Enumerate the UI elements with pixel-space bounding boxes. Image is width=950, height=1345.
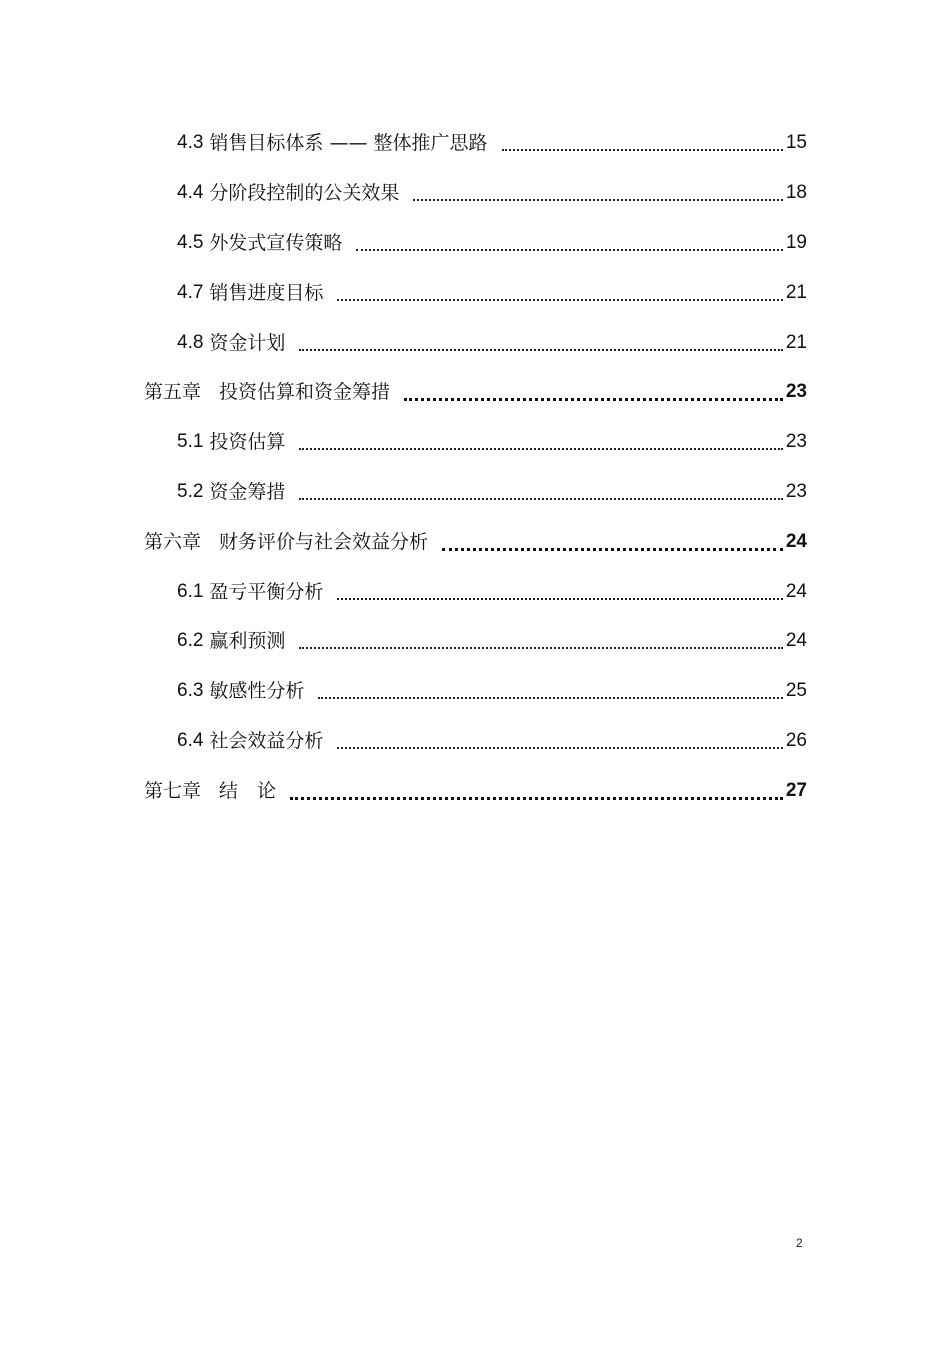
toc-entry-number: 5.2 [177, 481, 204, 502]
toc-chapter-title: 投资估算和资金筹措 [219, 381, 391, 403]
toc-chapter-page: 24 [785, 531, 807, 552]
toc-chapter-page: 27 [785, 780, 807, 801]
toc-chapter-title: 财务评价与社会效益分析 [219, 531, 429, 553]
toc-entry-title: 社会效益分析 [209, 730, 324, 752]
toc-entry-page: 18 [785, 182, 807, 203]
toc-entry[interactable] [177, 278, 807, 308]
dot-leader [337, 726, 783, 756]
toc-entry-page: 24 [785, 581, 807, 602]
toc-entry-page: 21 [785, 332, 807, 353]
toc-entry-number: 4.3 [177, 132, 204, 153]
toc-chapter-entry[interactable] [144, 527, 807, 557]
toc-entry-number: 5.1 [177, 431, 204, 452]
toc-entry[interactable] [177, 128, 807, 158]
dot-leader [299, 626, 783, 656]
toc-entry[interactable] [177, 477, 807, 507]
dot-leader [337, 278, 783, 308]
dot-leader [337, 577, 783, 607]
toc-entry[interactable] [177, 626, 807, 656]
toc-entry[interactable] [177, 178, 807, 208]
toc-entry-page: 26 [785, 730, 807, 751]
dot-leader [413, 178, 783, 208]
toc-entry-number: 4.8 [177, 332, 204, 353]
dot-leader [502, 128, 783, 158]
dot-leader [299, 328, 783, 358]
dot-leader [356, 228, 783, 258]
toc-entry-page: 21 [785, 282, 807, 303]
toc-entry-number: 4.5 [177, 232, 204, 253]
toc-entry-title: 销售进度目标 [209, 282, 324, 304]
toc-entry-page: 25 [785, 680, 807, 701]
toc-entry-title: 盈亏平衡分析 [209, 581, 324, 603]
toc-entry[interactable] [177, 577, 807, 607]
toc-entry-page: 15 [785, 132, 807, 153]
toc-entry-page: 19 [785, 232, 807, 253]
toc-entry-title: 赢利预测 [209, 630, 286, 652]
toc-entry-page: 23 [785, 431, 807, 452]
dot-leader [404, 377, 783, 407]
toc-entry-title: 资金筹措 [209, 481, 286, 503]
toc-entry[interactable] [177, 328, 807, 358]
toc-entry-page: 23 [785, 481, 807, 502]
toc-chapter-number: 第五章 [144, 381, 202, 403]
toc-entry-title: 外发式宣传策略 [209, 232, 343, 254]
toc-entry-page: 24 [785, 630, 807, 651]
toc-chapter-entry[interactable] [144, 776, 807, 806]
page-number: 2 [796, 1236, 803, 1250]
toc-entry[interactable] [177, 676, 807, 706]
dot-leader [318, 676, 783, 706]
toc-entry-number: 4.7 [177, 282, 204, 303]
dot-leader [442, 527, 783, 557]
toc-entry[interactable] [177, 228, 807, 258]
toc-chapter-number: 第七章 [144, 780, 202, 802]
dot-leader [299, 427, 783, 457]
toc-chapter-page: 23 [785, 381, 807, 402]
toc-entry[interactable] [177, 726, 807, 756]
dot-leader [299, 477, 783, 507]
toc-entry-number: 4.4 [177, 182, 204, 203]
toc-entry-title: 敏感性分析 [209, 680, 305, 702]
toc-entry-title: 销售目标体系 —— 整体推广思路 [209, 132, 488, 154]
toc-entry-title: 投资估算 [209, 431, 286, 453]
toc-entry[interactable] [177, 427, 807, 457]
dot-leader [290, 776, 783, 806]
toc-entry-title: 资金计划 [209, 332, 286, 354]
toc-chapter-title: 结 论 [219, 780, 277, 802]
toc-entry-number: 6.1 [177, 581, 204, 602]
toc-entry-title: 分阶段控制的公关效果 [209, 182, 400, 204]
toc-entry-number: 6.2 [177, 630, 204, 651]
toc-entry-number: 6.3 [177, 680, 204, 701]
toc-chapter-entry[interactable] [144, 377, 807, 407]
toc-chapter-number: 第六章 [144, 531, 202, 553]
toc-entry-number: 6.4 [177, 730, 204, 751]
